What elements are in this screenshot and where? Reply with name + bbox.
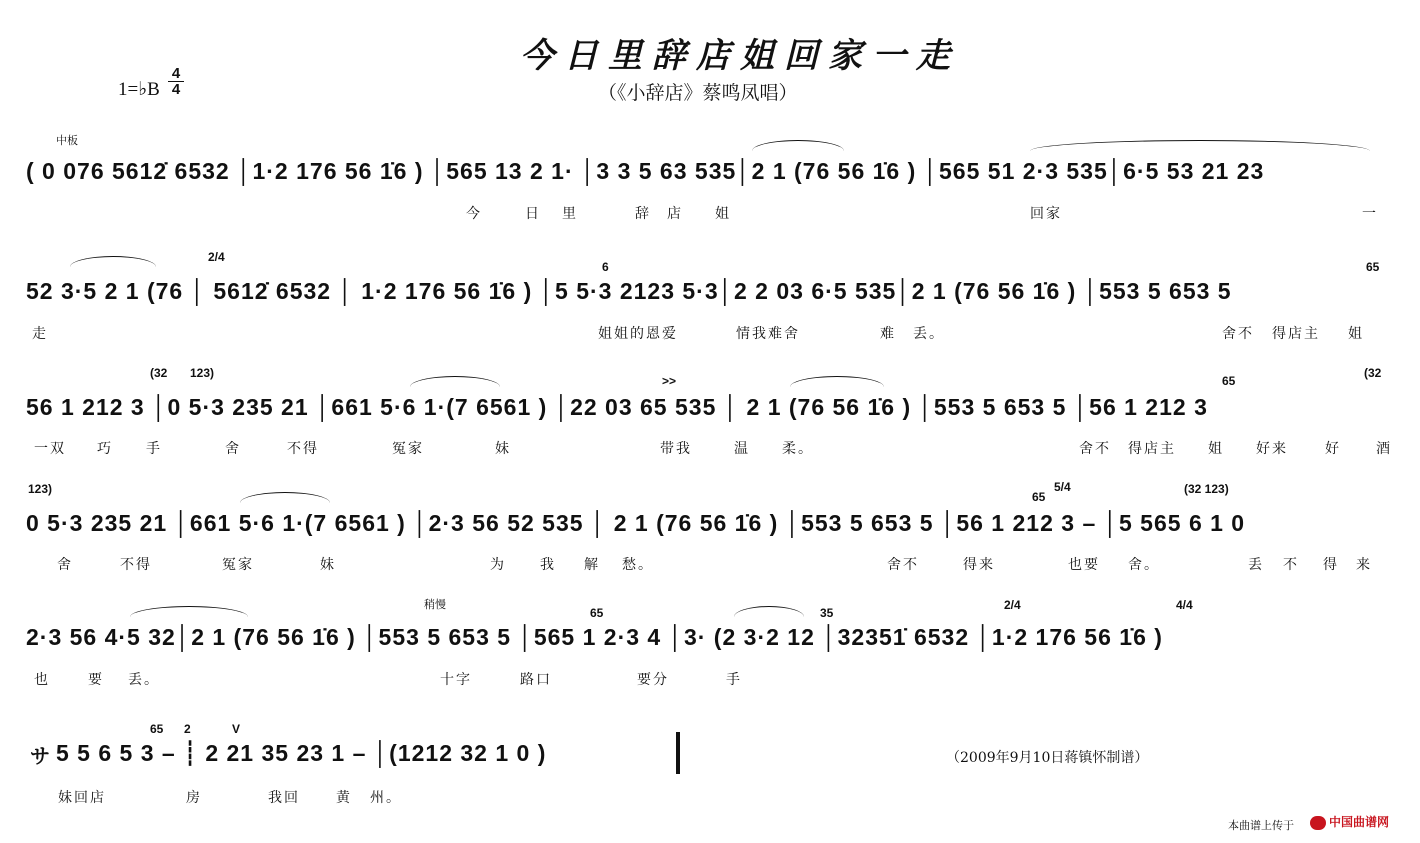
slur (240, 492, 330, 503)
grace-note: 65 (1222, 374, 1236, 388)
free-rhythm-mark: サ (30, 746, 51, 768)
lyric: 州。 (370, 790, 402, 806)
lyric: 愁。 (622, 557, 654, 573)
lyric: 手 (146, 441, 162, 457)
grace-note: (32 (1364, 366, 1382, 380)
lyric: 舍 (57, 557, 73, 573)
lyric: 回家 (1030, 206, 1062, 222)
lyric: 丢。 (128, 672, 160, 688)
time-change: 4/4 (1176, 598, 1193, 612)
lyric: 我 (540, 557, 556, 573)
lyric: 姐 (1348, 326, 1364, 342)
lyric: 姐姐的恩爱 (598, 326, 678, 342)
transcriber-credit: （2009年9月10日蒋镇怀制谱） (946, 750, 1149, 766)
grace-note: 65 (1032, 490, 1046, 504)
grace-note: 123) (190, 366, 215, 380)
lyric: 也 (34, 672, 50, 688)
lyric: 好来 (1256, 441, 1288, 457)
upload-note: 本曲谱上传于 (1228, 819, 1294, 832)
lyric: 店 (667, 206, 683, 222)
lyric: 手 (726, 672, 742, 688)
logo-icon (1310, 816, 1326, 830)
lyric: 得来 (963, 557, 995, 573)
lyric: 温 (734, 441, 750, 457)
lyric: 不得 (287, 441, 319, 457)
song-subtitle: （《小辞店》蔡鸣凤唱） (598, 82, 798, 104)
lyric: 情我难舍 (736, 326, 800, 342)
lyric: 妹 (495, 441, 511, 457)
site-logo[interactable] (1310, 813, 1414, 833)
lyric: 带我 (660, 441, 692, 457)
lyric: 舍不 (1222, 326, 1254, 342)
time-change: 2/4 (1004, 598, 1021, 612)
lyric: 房 (186, 790, 202, 806)
slur (752, 140, 844, 151)
lyric: 舍 (225, 441, 241, 457)
lyric: 要 (88, 672, 104, 688)
lyric: 丢。 (913, 326, 945, 342)
grace-note: 65 (150, 722, 164, 736)
slur (410, 376, 500, 387)
lyric: 十字 (440, 672, 472, 688)
tempo-marking: 稍慢 (424, 598, 446, 611)
lyric: 好 (1325, 441, 1341, 457)
grace-note: 6 (602, 260, 609, 274)
grace-note: 65 (1366, 260, 1380, 274)
lyric: 姐 (1208, 441, 1224, 457)
grace-note: 65 (590, 606, 604, 620)
lyric: 路口 (520, 672, 552, 688)
time-denominator: 4 (168, 81, 184, 97)
slur (790, 376, 884, 387)
lyric: 巧 (97, 441, 113, 457)
lyric: 要分 (637, 672, 669, 688)
accent-mark: >> (662, 374, 677, 388)
tempo-marking: 中板 (56, 134, 78, 147)
lyric: 也要 (1068, 557, 1100, 573)
lyric: 我回 (268, 790, 300, 806)
slur (1030, 140, 1370, 151)
lyric: 解 (584, 557, 600, 573)
lyric: 不 (1283, 557, 1299, 573)
lyric: 冤家 (392, 441, 424, 457)
final-barline (676, 732, 680, 774)
lyric: 不得 (120, 557, 152, 573)
notation-row-6: 5 5 6 5 3 – ┊ 2 21 35 23 1 – │(1212 32 1 0 ) (56, 740, 547, 766)
grace-note: 123) (28, 482, 53, 496)
key-signature: 1=♭B (118, 79, 160, 100)
lyric: 走 (32, 326, 48, 342)
time-signature (168, 66, 184, 97)
breath-mark: V (232, 722, 241, 736)
notation-row-2: 52 3·5 2 1 (76 │ 5612̇ 6532 │ 1·2 176 56 1̇6 ) │5 5·3 2123 5·3│2 2 03 6·5 535│2 1 (76 56 1̇6 ) │553 5 653 5 (26, 278, 1232, 304)
lyric: 一 (1362, 206, 1378, 222)
grace-note: (32 (150, 366, 168, 380)
slur (130, 606, 248, 617)
lyric: 得店主 (1272, 326, 1320, 342)
grace-note: (32 123) (1184, 482, 1229, 496)
notation-row-3: 56 1 212 3 │0 5·3 235 21 │661 5·6 1·(7 6561 ) │22 03 65 535 │ 2 1 (76 56 1̇6 ) │553 5 653 5 │56 1 212 3 (26, 394, 1208, 420)
slur (734, 606, 804, 617)
slur (70, 256, 156, 267)
lyric: 妹 (320, 557, 336, 573)
lyric: 一双 (34, 441, 66, 457)
lyric: 得店主 (1128, 441, 1176, 457)
lyric: 舍不 (1079, 441, 1111, 457)
grace-note: 2 (184, 722, 191, 736)
lyric: 舍。 (1128, 557, 1160, 573)
lyric: 姐 (715, 206, 731, 222)
lyric: 妹回店 (58, 790, 106, 806)
time-numerator: 4 (171, 65, 181, 82)
lyric: 黄 (336, 790, 352, 806)
notation-row-4: 0 5·3 235 21 │661 5·6 1·(7 6561 ) │2·3 56 52 535 │ 2 1 (76 56 1̇6 ) │553 5 653 5 │56 1 212 3 – │5 565 6 1 0 (26, 510, 1246, 536)
notation-row-5: 2·3 56 4·5 32│2 1 (76 56 1̇6 ) │553 5 653 5 │565 1 2·3 4 │3· (2 3·2 12 │32351̇ 6532 │1·2 176 56 1̇6 ) (26, 624, 1163, 650)
lyric: 得 (1323, 557, 1339, 573)
grace-note: 35 (820, 606, 834, 620)
lyric: 难 (880, 326, 896, 342)
lyric: 今 (466, 206, 482, 222)
lyric: 辞 (635, 206, 651, 222)
time-change: 2/4 (208, 250, 225, 264)
lyric: 为 (490, 557, 506, 573)
time-change: 5/4 (1054, 480, 1071, 494)
lyric: 酒 (1376, 441, 1392, 457)
lyric: 冤家 (222, 557, 254, 573)
song-title: 今日里辞店姐回家一走 (520, 36, 960, 76)
lyric: 里 (562, 206, 578, 222)
lyric: 柔。 (782, 441, 814, 457)
lyric: 舍不 (887, 557, 919, 573)
lyric: 日 (525, 206, 541, 222)
lyric: 丢 (1248, 557, 1264, 573)
notation-row-1: ( 0 076 5612̇ 6532 │1·2 176 56 1̇6 ) │565 13 2 1· │3 3 5 63 535│2 1 (76 56 1̇6 ) │565 51 2·3 535│6·5 53 21 23 (26, 158, 1265, 184)
logo-text: 中国曲谱网 (1329, 815, 1390, 829)
lyric: 来 (1356, 557, 1372, 573)
